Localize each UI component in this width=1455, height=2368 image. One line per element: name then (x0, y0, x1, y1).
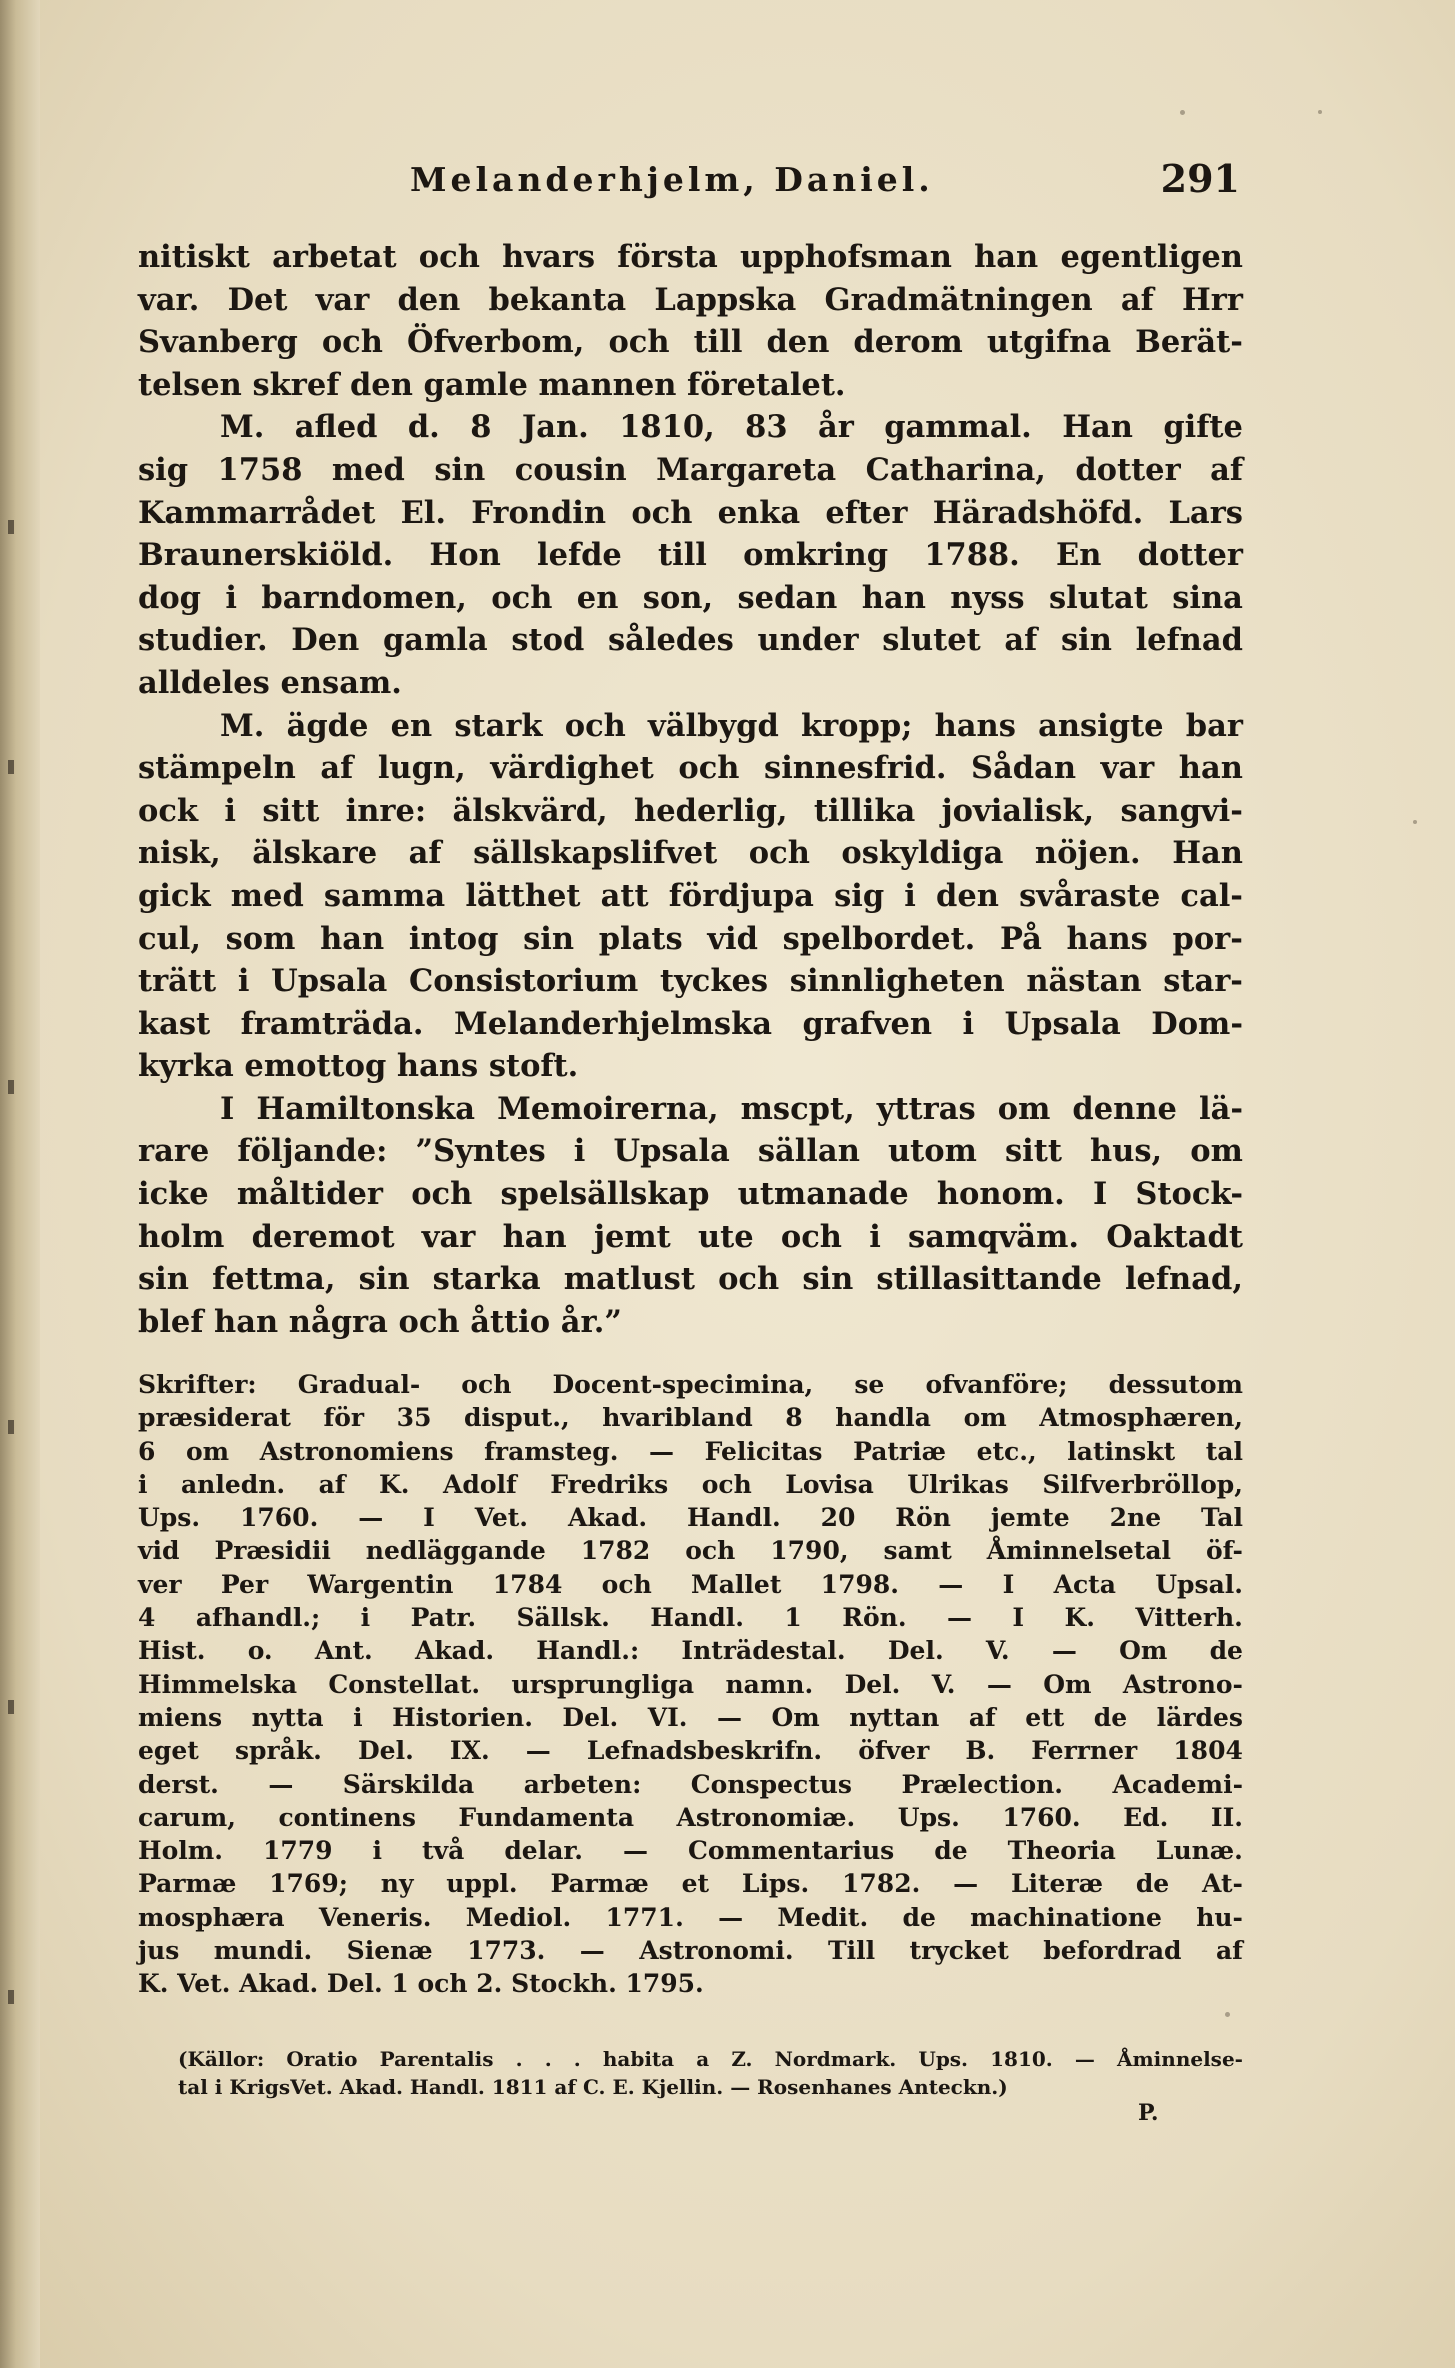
text-line: Braunerskiöld. Hon lefde till omkring 1788. En dotter (138, 537, 1243, 574)
text-line: telsen skref den gamle mannen företalet. (138, 366, 846, 403)
writings-line: ver Per Wargentin 1784 och Mallet 1798. — I Acta Upsal. (138, 1569, 1243, 1599)
text-line: var. Det var den bekanta Lappska Gradmätningen af Hrr (138, 281, 1243, 318)
text-line: stämpeln af lugn, värdighet och sinnesfrid. Sådan var han (138, 750, 1243, 787)
text-line: Kammarrådet El. Frondin och enka efter Häradshöfd. Lars (138, 494, 1243, 531)
writings-line: K. Vet. Akad. Del. 1 och 2. Stockh. 1795. (138, 1969, 704, 1999)
text-line: alldeles ensam. (138, 664, 402, 701)
writings-line: præsiderat för 35 disput., hvaribland 8 handla om Atmosphæren, (138, 1403, 1243, 1433)
text-line: gick med samma lätthet att fördjupa sig i den svåraste cal- (138, 877, 1243, 914)
gutter-mark (8, 520, 14, 534)
sources-section (178, 2045, 1243, 2101)
text-line: holm deremot var han jemt ute och i samqväm. Oaktadt (138, 1218, 1243, 1255)
paper-speck (1180, 110, 1185, 115)
sources-line: (Källor: Oratio Parentalis . . . habita a Z. Nordmark. Ups. 1810. — Åminnelse- (178, 2047, 1243, 2071)
gutter-mark (8, 1080, 14, 1094)
text-line: sin fettma, sin starka matlust och sin stillasittande lefnad, (138, 1261, 1243, 1298)
text-line: M. afled d. 8 Jan. 1810, 83 år gammal. Han gifte (220, 409, 1243, 446)
biography-text (138, 236, 1243, 1343)
writings-line: 4 afhandl.; i Patr. Sällsk. Handl. 1 Rön. — I K. Vitterh. (138, 1603, 1243, 1633)
text-line: nisk, älskare af sällskapslifvet och oskyldiga nöjen. Han (138, 835, 1243, 872)
text-line: cul, som han intog sin plats vid spelbordet. På hans por- (138, 920, 1243, 957)
writings-line: Parmæ 1769; ny uppl. Parmæ et Lips. 1782. — Literæ de At- (138, 1869, 1243, 1899)
text-line: I Hamiltonska Memoirerna, mscpt, yttras om denne lä- (220, 1090, 1243, 1127)
text-line: icke måltider och spelsällskap utmanade honom. I Stock- (138, 1176, 1243, 1213)
writings-line: Himmelska Constellat. ursprungliga namn. Del. V. — Om Astrono- (138, 1669, 1243, 1699)
text-line: blef han några och åttio år.” (138, 1303, 622, 1340)
writings-line: carum, continens Fundamenta Astronomiæ. Ups. 1760. Ed. II. (138, 1802, 1243, 1832)
page-number: 291 (1160, 156, 1240, 201)
text-line: nitiskt arbetat och hvars första upphofsman han egentligen (138, 239, 1243, 275)
text-line: Svanberg och Öfverbom, och till den derom utgifna Berät- (138, 324, 1243, 361)
writings-line: derst. — Särskilda arbeten: Conspectus Prælection. Academi- (138, 1769, 1243, 1799)
text-line: ock i sitt inre: älskvärd, hederlig, tillika jovialisk, sangvi- (138, 792, 1243, 829)
paper-speck (1225, 2012, 1230, 2017)
book-gutter (0, 0, 40, 2368)
writings-line: Skrifter: Gradual- och Docent-specimina, se ofvanföre; dessutom (138, 1370, 1243, 1399)
text-line: dog i barndomen, och en son, sedan han nyss slutat sina (138, 579, 1243, 616)
gutter-mark (8, 1990, 14, 2004)
text-line: M. ägde en stark och välbygd kropp; hans ansigte bar (220, 707, 1243, 744)
text-line: kyrka emottog hans stoft. (138, 1048, 579, 1085)
gutter-mark (8, 760, 14, 774)
writings-line: vid Præsidii nedläggande 1782 och 1790, samt Åminnelsetal öf- (138, 1536, 1243, 1566)
writings-line: Ups. 1760. — I Vet. Akad. Handl. 20 Rön jemte 2ne Tal (138, 1503, 1243, 1533)
writings-line: eget språk. Del. IX. — Lefnadsbeskrifn. öfver B. Ferrner 1804 (138, 1736, 1243, 1766)
text-line: sig 1758 med sin cousin Margareta Catharina, dotter af (138, 451, 1243, 488)
writings-line: Hist. o. Ant. Akad. Handl.: Inträdestal. Del. V. — Om de (138, 1636, 1243, 1666)
writings-line: mosphæra Veneris. Mediol. 1771. — Medit. de machinatione hu- (138, 1902, 1243, 1932)
text-line: studier. Den gamla stod således under slutet af sin lefnad (138, 622, 1243, 659)
writings-line: jus mundi. Sienæ 1773. — Astronomi. Till trycket befordrad af (138, 1936, 1243, 1966)
writings-section (138, 1368, 1243, 2001)
text-line: trätt i Upsala Consistorium tyckes sinnligheten nästan star- (138, 963, 1243, 1000)
sources-line: tal i KrigsVet. Akad. Handl. 1811 af C. E. Kjellin. — Rosenhanes Anteckn.) (178, 2075, 1008, 2099)
running-head: Melanderhjelm, Daniel. (410, 160, 934, 199)
text-line: rare följande: ”Syntes i Upsala sällan utom sitt hus, om (138, 1133, 1243, 1170)
paper-speck (1318, 110, 1322, 114)
author-signature: P. (1138, 2100, 1159, 2126)
writings-line: 6 om Astronomiens framsteg. — Felicitas Patriæ etc., latinskt tal (138, 1436, 1243, 1466)
paper-speck (1413, 820, 1417, 824)
writings-line: miens nytta i Historien. Del. VI. — Om nyttan af ett de lärdes (138, 1702, 1243, 1732)
gutter-mark (8, 1420, 14, 1434)
gutter-mark (8, 1700, 14, 1714)
writings-line: Holm. 1779 i två delar. — Commentarius de Theoria Lunæ. (138, 1836, 1243, 1866)
page-header (410, 156, 1240, 210)
writings-line: i anledn. af K. Adolf Fredriks och Lovisa Ulrikas Silfverbröllop, (138, 1469, 1243, 1499)
text-line: kast framträda. Melanderhjelmska grafven i Upsala Dom- (138, 1005, 1243, 1042)
